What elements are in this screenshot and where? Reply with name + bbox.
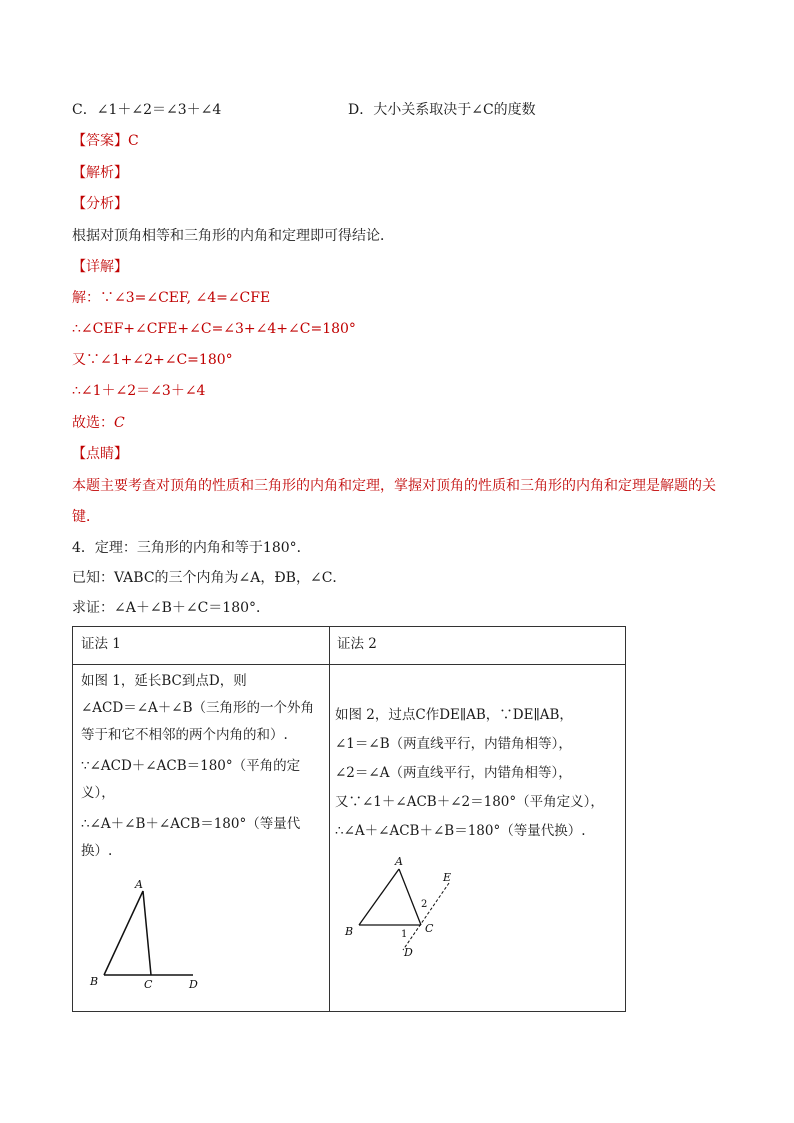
section-jiexi: 【解析】 [72, 165, 128, 181]
proof1-line: 如图 1，延长BC到点D，则 [81, 673, 247, 689]
answer-label: 【答案】 [72, 133, 128, 149]
fig2-label-1: 1 [401, 929, 408, 940]
choice-row [72, 413, 125, 433]
choice-value: C [114, 415, 125, 431]
proof2-line: ∴∠A＋∠ACB＋∠B＝180°（等量代换）. [335, 823, 586, 839]
detail-line-4: ∴∠1＋∠2＝∠3＋∠4 [72, 383, 206, 399]
table-divider-vertical [329, 627, 330, 1011]
header-proof-2: 证法 2 [337, 636, 377, 652]
section-dianjing: 【点睛】 [72, 446, 128, 462]
section-xiangjie: 【详解】 [72, 259, 128, 275]
proof2-line: 又∵∠1＋∠ACB＋∠2＝180°（平角定义）， [335, 794, 604, 810]
proof1-line: 换）. [81, 843, 113, 859]
choice-prefix: 故选： [72, 415, 114, 431]
q4-line-2: 已知：VABC的三个内角为∠A，ÐB，∠C． [72, 570, 347, 586]
fig2-label-a: A [395, 855, 403, 868]
fig1-label-d: D [189, 978, 198, 991]
answer-row [72, 131, 139, 151]
fig2-label-e: E [443, 871, 452, 884]
proof1-line: ∠ACD＝∠A＋∠B（三角形的一个外角 [81, 700, 315, 716]
fig1-label-a: A [135, 878, 143, 891]
proof1-line: 等于和它不相邻的两个内角的和）. [81, 727, 288, 743]
section-fenxi: 【分析】 [72, 196, 128, 212]
table-divider-horizontal [73, 664, 625, 665]
fig2-label-2: 2 [421, 899, 428, 910]
analysis-text: 根据对顶角相等和三角形的内角和定理即可得结论． [72, 228, 394, 244]
figure-1-triangle [83, 875, 213, 995]
fig2-label-b: B [345, 925, 354, 938]
q4-line-3: 求证：∠A＋∠B＋∠C＝180°． [72, 600, 271, 616]
proof-table [72, 626, 626, 1012]
fig1-label-b: B [90, 975, 99, 988]
q4-line-1: 4．定理：三角形的内角和等于180°． [72, 540, 311, 556]
detail-line-1: 解：∵∠3=∠CEF, ∠4=∠CFE [72, 290, 271, 306]
proof2-line: 如图 2，过点C作DE∥AB，∵DE∥AB， [335, 707, 573, 723]
header-proof-1: 证法 1 [81, 636, 121, 652]
fig1-label-c: C [144, 978, 153, 991]
fig2-label-d: D [404, 946, 413, 959]
proof2-line: ∠1＝∠B（两直线平行，内错角相等）， [335, 736, 572, 752]
answer-value: C [128, 133, 139, 149]
proof1-line: ∴∠A＋∠B＋∠ACB＝180°（等量代 [81, 816, 301, 832]
proof2-line: ∠2＝∠A（两直线平行，内错角相等）， [335, 765, 572, 781]
option-d: D．大小关系取决于∠C的度数 [348, 102, 536, 118]
comment-line-1: 本题主要考查对顶角的性质和三角形的内角和定理，掌握对顶角的性质和三角形的内角和定理是解题的关 [72, 478, 716, 494]
proof1-line: 义）， [81, 785, 115, 801]
proof1-line: ∵∠ACD＋∠ACB＝180°（平角的定 [81, 758, 301, 774]
figure-2-triangle [337, 855, 477, 965]
option-c: C．∠1＋∠2＝∠3＋∠4 [72, 102, 222, 118]
detail-line-2: ∴∠CEF+∠CFE+∠C=∠3+∠4+∠C=180° [72, 321, 356, 337]
fig2-label-c: C [425, 922, 434, 935]
comment-line-2: 键． [72, 509, 100, 525]
detail-line-3: 又∵∠1+∠2+∠C=180° [72, 352, 233, 368]
